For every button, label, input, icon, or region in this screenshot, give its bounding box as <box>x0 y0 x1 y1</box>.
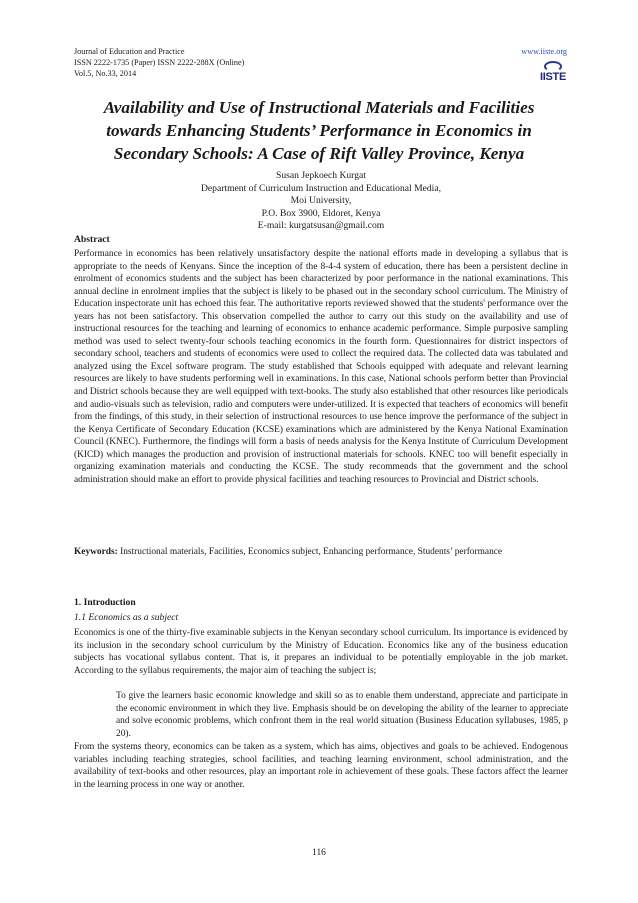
paper-title: Availability and Use of Instructional Materials and Facilities towards Enhancing Students’ Performance in Economics in Secondary Schools: A Case of Rift Valley Province, Kenya <box>103 98 535 163</box>
keywords <box>74 546 568 559</box>
abstract-heading: Abstract <box>74 234 110 245</box>
page-number: 116 <box>312 848 326 858</box>
iiste-logo <box>538 61 568 87</box>
introduction-heading: 1. Introduction <box>74 597 136 608</box>
abstract-text: Performance in economics has been relatively unsatisfactory despite the national efforts made in developing a syllabus that is appropriate to the needs of Kenyans. Since the inception of the 8-4-4 system of education, there has been a persistent decline in enrolment of economics students and the subject has been characterized by poor performance in the national examinations. This annual decline in enrolment implies that the subject is likely to be phased out in the secondary school curriculum. The Ministry of Education inspectorate unit has echoed this fear. The authoritative reports reviewed showed that the students' performance over the years has not been satisfactory. This observation compelled the author to carry out this study on the availability and use of instructional resources for the teaching and learning of economics to enhance academic performance. Simple purposive sampling method was used to select twenty-four schools teaching economics in the fourth form. Questionnaires for district inspectors of secondary school, teachers and students of economics were used to collect the required data. The collected data was tabulated and analyzed using the Excel software program. The study established that Schools equipped with adequate and relevant learning resources are likely to have students performing well in examinations. In this case, National schools perform better than Provincial and District schools because they are well equipped with text-books. The study also established that other resources like periodicals and audio-visuals such as television, radio and computers were under-utilized. It is expected that teachers of economics will benefit from the findings, of this study, in their selection of instructional resources to use hence improve the performance of the subject in the Kenya Certificate of Secondary Education (KCSE) examinations which are administered by the Kenya National Examination Council (KNEC). Furthermore, the findings will form a basis of needs analysis for the Kenya Institute of Curriculum Development (KICD) which manages the production and provision of instructional materials for schools. KNEC too will benefit especially in organizing examination materials and conducting the KCSE. The study recommends that the government and the school administration should make an effort to provide physical facilities and teaching resources to Provincial and District schools. <box>74 249 568 485</box>
logo-text: IISTE <box>539 71 566 83</box>
journal-url-link[interactable]: www.iiste.org <box>521 47 567 56</box>
author-address: P.O. Box 3900, Eldoret, Kenya <box>261 207 381 219</box>
journal-volume: Vol.5, No.33, 2014 <box>74 69 137 78</box>
subsection-heading: 1.1 Economics as a subject <box>74 612 179 623</box>
journal-issn: ISSN 2222-1735 (Paper) ISSN 2222-288X (Online) <box>74 58 245 67</box>
intro-paragraph-1: Economics is one of the thirty-five examinable subjects in the Kenyan secondary school curriculum. Its importance is evidenced by its inclusion in the secondary school curriculum by the Ministry of Education. Economics like any of the business education subjects has vocational syllabus content. That is, it prepares an individual to be potentially employable in the job market. According to the syllabus requirements, the major aim of teaching the subject is; <box>74 628 568 676</box>
author-department: Department of Curriculum Instruction and Educational Media, <box>200 182 442 194</box>
intro-paragraph-2: From the systems theory, economics can be taken as a system, which has aims, objectives and goals to be achieved. Endogenous variables including teaching strategies, school facilities, and teaching learning environment, school administration, and the availability of text-books and other resources, play an important role in achievement of these goals. These factors affect the learner in the learning process in one way or another. <box>74 742 568 790</box>
author-block <box>74 170 568 233</box>
author-university: Moi University, <box>290 195 352 206</box>
keywords-text: Instructional materials, Facilities, Economics subject, Enhancing performance, Students’ performance <box>117 547 503 557</box>
author-email: E-mail: kurgatsusan@gmail.com <box>257 220 385 231</box>
journal-name: Journal of Education and Practice <box>74 47 185 56</box>
syllabus-quote: To give the learners basic economic knowledge and skill so as to enable them understand, appreciate and participate in the economic environment in which they live. Emphasis should be on developing the ability of the learner to appreciate and solve economic problems, which confront them in the real world situation (Business Education syllabuses, 1985, p 20). <box>116 691 568 739</box>
keywords-label: Keywords: <box>74 547 118 557</box>
author-name: Susan Jepkoech Kurgat <box>276 170 366 181</box>
